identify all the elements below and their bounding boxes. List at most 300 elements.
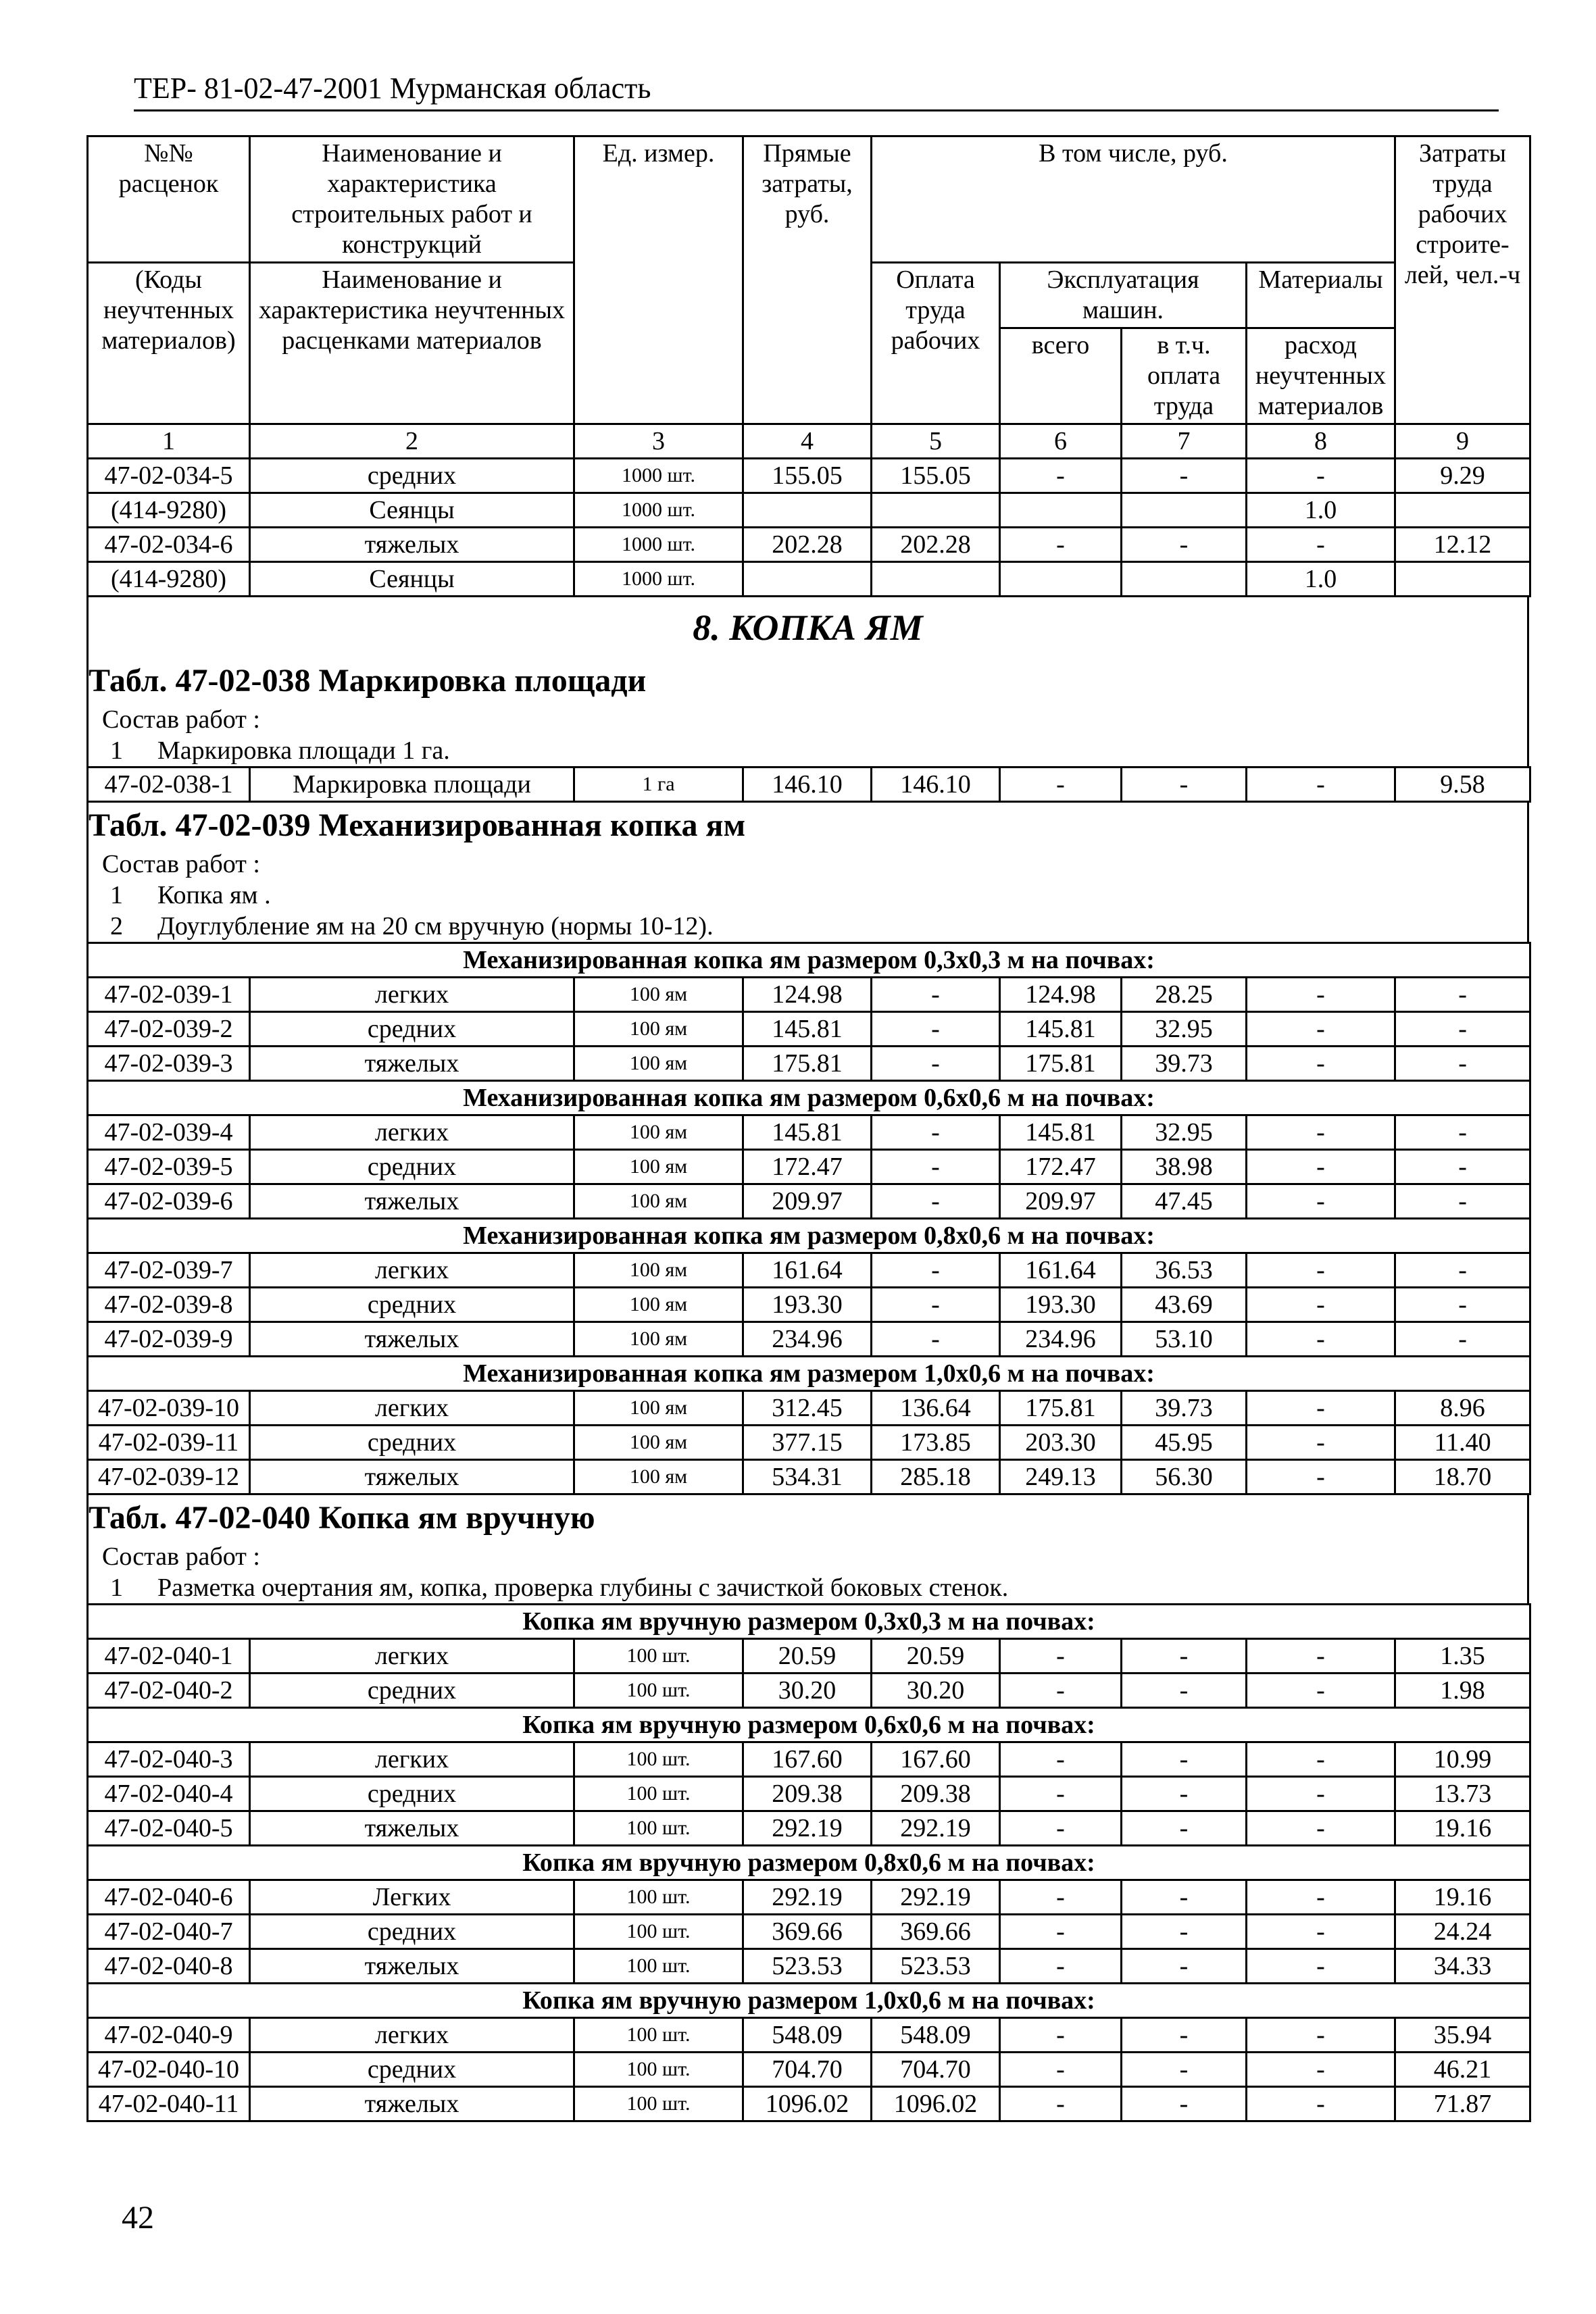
cell-wage: 209.38 — [872, 1777, 1000, 1811]
cell-incl_wage: 39.73 — [1122, 1047, 1247, 1081]
cell-mat: - — [1247, 1391, 1395, 1426]
cell-incl_wage: - — [1122, 768, 1247, 802]
table-row — [88, 2053, 1530, 2087]
cell-wage: - — [872, 1115, 1000, 1150]
column-number: 6 — [1000, 424, 1122, 459]
composition-label: Состав работ : — [102, 1542, 260, 1571]
cell-mat: - — [1247, 1253, 1395, 1288]
cell-unit: 100 шт. — [574, 1742, 743, 1777]
cell-direct: 234.96 — [743, 1322, 872, 1357]
cell-name: тяжелых — [250, 1184, 574, 1219]
cell-direct: 704.70 — [743, 2053, 872, 2087]
column-numbers-row — [88, 424, 1530, 459]
cell-total: - — [1000, 1742, 1122, 1777]
cell-code: 47-02-040-10 — [88, 2053, 250, 2087]
header-material-use: расход неучтенных материалов — [1247, 328, 1395, 424]
cell-wage: 173.85 — [872, 1426, 1000, 1460]
cell-labor: 10.99 — [1395, 1742, 1530, 1777]
header-materials: Материалы — [1247, 263, 1395, 328]
cell-total — [1000, 562, 1122, 597]
cell-code: 47-02-039-8 — [88, 1288, 250, 1322]
cell-incl_wage: 45.95 — [1122, 1426, 1247, 1460]
cell-wage: 704.70 — [872, 2053, 1000, 2087]
cell-mat: - — [1247, 1915, 1395, 1949]
work-item — [95, 880, 1520, 911]
composition-block — [86, 849, 1529, 942]
cell-code: 47-02-039-5 — [88, 1150, 250, 1184]
cell-total: - — [1000, 459, 1122, 493]
cell-direct — [743, 493, 872, 528]
cell-wage: - — [872, 1047, 1000, 1081]
cell-name: тяжелых — [250, 1949, 574, 1984]
table-title-block — [86, 658, 1529, 704]
cell-unit: 1000 шт. — [574, 493, 743, 528]
header-direct-costs: Прямые затраты, руб. — [743, 136, 872, 424]
table-title: Табл. 47-02-038 Маркировка площади — [89, 663, 647, 699]
rates-document — [86, 135, 1529, 2122]
work-item — [95, 911, 1520, 942]
cell-total: 209.97 — [1000, 1184, 1122, 1219]
cell-name: тяжелых — [250, 1047, 574, 1081]
cell-total: - — [1000, 1949, 1122, 1984]
cell-wage: 548.09 — [872, 2018, 1000, 2053]
group-subtitle: Механизированная копка ям размером 0,3х0,3 м на почвах: — [88, 943, 1530, 978]
cell-incl_wage: 56.30 — [1122, 1460, 1247, 1494]
cell-direct: 146.10 — [743, 768, 872, 802]
header-code: №№ расценок — [88, 136, 250, 263]
cell-labor: - — [1395, 1288, 1530, 1322]
cell-wage: 1096.02 — [872, 2087, 1000, 2121]
cell-incl_wage: 32.95 — [1122, 1012, 1247, 1047]
cell-total: 124.98 — [1000, 978, 1122, 1012]
cell-code: 47-02-040-3 — [88, 1742, 250, 1777]
cell-mat: - — [1247, 1012, 1395, 1047]
group-subtitle: Копка ям вручную размером 0,6х0,6 м на почвах: — [88, 1708, 1530, 1742]
cell-mat: - — [1247, 1742, 1395, 1777]
cell-wage: 136.64 — [872, 1391, 1000, 1426]
cell-wage: 167.60 — [872, 1742, 1000, 1777]
cell-unit: 100 шт. — [574, 1639, 743, 1674]
cell-direct: 369.66 — [743, 1915, 872, 1949]
cell-total: - — [1000, 528, 1122, 562]
table-row — [88, 1674, 1530, 1708]
cell-name: Сеянцы — [250, 493, 574, 528]
cell-code: 47-02-040-2 — [88, 1674, 250, 1708]
cell-incl_wage — [1122, 493, 1247, 528]
cell-unit: 1 га — [574, 768, 743, 802]
cell-name: легких — [250, 2018, 574, 2053]
header-material-names: Наименование и характеристика неучтенных расценками материалов — [250, 263, 574, 424]
work-text: Маркировка площади 1 га. — [157, 736, 450, 765]
cell-mat: - — [1247, 1949, 1395, 1984]
work-text: Разметка очертания ям, копка, проверка глубины с зачисткой боковых стенок. — [157, 1574, 1009, 1602]
cell-code: 47-02-040-9 — [88, 2018, 250, 2053]
group-subtitle: Механизированная копка ям размером 1,0х0,6 м на почвах: — [88, 1357, 1530, 1391]
table-row — [88, 1460, 1530, 1494]
cell-incl_wage: - — [1122, 1639, 1247, 1674]
cell-labor: - — [1395, 1184, 1530, 1219]
table-row — [88, 768, 1530, 802]
cell-code: 47-02-039-1 — [88, 978, 250, 1012]
cell-code: 47-02-040-4 — [88, 1777, 250, 1811]
cell-code: 47-02-039-2 — [88, 1012, 250, 1047]
cell-unit: 100 ям — [574, 1391, 743, 1426]
cell-incl_wage: - — [1122, 1777, 1247, 1811]
header-labor-costs: Затраты труда рабочих строите-лей, чел.-ч — [1395, 136, 1530, 424]
header-total: всего — [1000, 328, 1122, 424]
page-number: 42 — [122, 2200, 154, 2236]
table-row — [88, 1949, 1530, 1984]
cell-name: средних — [250, 1777, 574, 1811]
cell-total — [1000, 493, 1122, 528]
cell-labor: 46.21 — [1395, 2053, 1530, 2087]
table-47-02-040 — [86, 1603, 1531, 2122]
column-number: 1 — [88, 424, 250, 459]
composition-label: Состав работ : — [102, 850, 260, 878]
cell-labor: 1.98 — [1395, 1674, 1530, 1708]
cell-labor: 34.33 — [1395, 1949, 1530, 1984]
cell-direct: 145.81 — [743, 1115, 872, 1150]
cell-code: 47-02-038-1 — [88, 768, 250, 802]
cell-name: легких — [250, 1391, 574, 1426]
cell-mat: - — [1247, 1460, 1395, 1494]
cell-wage: - — [872, 1150, 1000, 1184]
table-row — [88, 1115, 1530, 1150]
header-including: В том числе, руб. — [872, 136, 1395, 263]
header-name: Наименование и характеристика строительных работ и конструкций — [250, 136, 574, 263]
cell-direct: 523.53 — [743, 1949, 872, 1984]
composition-label: Состав работ : — [102, 705, 260, 734]
cell-mat: - — [1247, 528, 1395, 562]
cell-name: Легких — [250, 1880, 574, 1915]
section-title: 8. КОПКА ЯМ — [693, 607, 923, 648]
cell-name: средних — [250, 1674, 574, 1708]
cell-direct: 155.05 — [743, 459, 872, 493]
cell-incl_wage: - — [1122, 2087, 1247, 2121]
cell-incl_wage: 32.95 — [1122, 1115, 1247, 1150]
table-row — [88, 1012, 1530, 1047]
cell-incl_wage: 43.69 — [1122, 1288, 1247, 1322]
table-row — [88, 528, 1530, 562]
cell-unit: 100 шт. — [574, 1949, 743, 1984]
cell-mat: - — [1247, 1115, 1395, 1150]
cell-code: 47-02-040-1 — [88, 1639, 250, 1674]
cell-total: 175.81 — [1000, 1047, 1122, 1081]
group-subtitle-row — [88, 943, 1530, 978]
cell-code: 47-02-034-5 — [88, 459, 250, 493]
cell-name: средних — [250, 1150, 574, 1184]
cell-mat: - — [1247, 459, 1395, 493]
cell-code: 47-02-039-9 — [88, 1322, 250, 1357]
cell-code: 47-02-039-6 — [88, 1184, 250, 1219]
cell-incl_wage: - — [1122, 2053, 1247, 2087]
cell-direct: 312.45 — [743, 1391, 872, 1426]
cell-mat: - — [1247, 768, 1395, 802]
cell-code: 47-02-039-7 — [88, 1253, 250, 1288]
cell-direct: 30.20 — [743, 1674, 872, 1708]
column-number: 7 — [1122, 424, 1247, 459]
cell-wage — [872, 562, 1000, 597]
cell-code: (414-9280) — [88, 493, 250, 528]
cell-total: - — [1000, 2087, 1122, 2121]
cell-name: легких — [250, 1115, 574, 1150]
table-row — [88, 2087, 1530, 2121]
group-subtitle-row — [88, 1605, 1530, 1639]
cell-name: легких — [250, 1639, 574, 1674]
cell-mat: 1.0 — [1247, 562, 1395, 597]
work-item — [95, 1572, 1520, 1603]
cell-direct: 292.19 — [743, 1811, 872, 1846]
cell-total: 145.81 — [1000, 1012, 1122, 1047]
cell-mat: - — [1247, 1184, 1395, 1219]
cell-incl_wage: - — [1122, 459, 1247, 493]
cell-incl_wage: 47.45 — [1122, 1184, 1247, 1219]
cell-labor: 9.29 — [1395, 459, 1530, 493]
table-row — [88, 459, 1530, 493]
cell-wage — [872, 493, 1000, 528]
cell-total: 175.81 — [1000, 1391, 1122, 1426]
cell-direct: 175.81 — [743, 1047, 872, 1081]
cell-labor: 19.16 — [1395, 1811, 1530, 1846]
cell-wage: - — [872, 978, 1000, 1012]
cell-total: 234.96 — [1000, 1322, 1122, 1357]
cell-unit: 100 шт. — [574, 1811, 743, 1846]
cell-incl_wage — [1122, 562, 1247, 597]
table-row — [88, 1777, 1530, 1811]
cell-labor: - — [1395, 978, 1530, 1012]
cell-direct: 193.30 — [743, 1288, 872, 1322]
cell-unit: 100 ям — [574, 978, 743, 1012]
cell-code: 47-02-039-11 — [88, 1426, 250, 1460]
cell-direct: 124.98 — [743, 978, 872, 1012]
cell-mat: - — [1247, 1322, 1395, 1357]
cell-labor: - — [1395, 1115, 1530, 1150]
work-text: Доуглубление ям на 20 см вручную (нормы 10-12). — [157, 912, 714, 940]
cell-name: Маркировка площади — [250, 768, 574, 802]
table-row — [88, 1742, 1530, 1777]
cell-total: - — [1000, 1777, 1122, 1811]
cell-unit: 100 ям — [574, 1426, 743, 1460]
cell-labor: 12.12 — [1395, 528, 1530, 562]
cell-name: тяжелых — [250, 1322, 574, 1357]
cell-unit: 1000 шт. — [574, 528, 743, 562]
cell-unit: 100 шт. — [574, 1915, 743, 1949]
cell-wage: 292.19 — [872, 1811, 1000, 1846]
cell-incl_wage: 28.25 — [1122, 978, 1247, 1012]
cell-mat: - — [1247, 978, 1395, 1012]
cell-incl_wage: - — [1122, 2018, 1247, 2053]
work-number: 1 — [110, 881, 123, 909]
cell-mat: 1.0 — [1247, 493, 1395, 528]
cell-unit: 100 ям — [574, 1253, 743, 1288]
cell-unit: 100 ям — [574, 1322, 743, 1357]
cell-name: тяжелых — [250, 1811, 574, 1846]
column-number: 5 — [872, 424, 1000, 459]
cell-code: 47-02-034-6 — [88, 528, 250, 562]
cell-direct: 172.47 — [743, 1150, 872, 1184]
cell-unit: 100 шт. — [574, 2087, 743, 2121]
work-item — [95, 735, 1520, 766]
cell-name: Сеянцы — [250, 562, 574, 597]
table-47-02-038 — [86, 766, 1531, 803]
cell-mat: - — [1247, 2053, 1395, 2087]
cell-wage: 30.20 — [872, 1674, 1000, 1708]
cell-labor: - — [1395, 1253, 1530, 1288]
cell-mat: - — [1247, 1639, 1395, 1674]
cell-mat: - — [1247, 1674, 1395, 1708]
cell-unit: 100 ям — [574, 1150, 743, 1184]
cell-incl_wage: 38.98 — [1122, 1150, 1247, 1184]
composition-block — [86, 704, 1529, 766]
cell-direct: 209.38 — [743, 1777, 872, 1811]
cell-name: средних — [250, 1426, 574, 1460]
cell-wage: - — [872, 1322, 1000, 1357]
cell-labor: - — [1395, 1322, 1530, 1357]
header-unit: Ед. измер. — [574, 136, 743, 424]
cell-labor: - — [1395, 1047, 1530, 1081]
table-row — [88, 493, 1530, 528]
cell-incl_wage: - — [1122, 1915, 1247, 1949]
cell-direct — [743, 562, 872, 597]
cell-code: 47-02-040-6 — [88, 1880, 250, 1915]
column-number: 2 — [250, 424, 574, 459]
column-number: 3 — [574, 424, 743, 459]
group-subtitle-row — [88, 1219, 1530, 1253]
cell-mat: - — [1247, 1777, 1395, 1811]
cell-code: 47-02-039-10 — [88, 1391, 250, 1426]
cell-labor — [1395, 562, 1530, 597]
cell-labor: - — [1395, 1150, 1530, 1184]
group-subtitle: Копка ям вручную размером 0,8х0,6 м на почвах: — [88, 1846, 1530, 1880]
table-row — [88, 1639, 1530, 1674]
header-wage: Оплата труда рабочих — [872, 263, 1000, 424]
cell-total: 193.30 — [1000, 1288, 1122, 1322]
cell-name: средних — [250, 1288, 574, 1322]
cell-labor: 35.94 — [1395, 2018, 1530, 2053]
cell-direct: 209.97 — [743, 1184, 872, 1219]
column-number: 8 — [1247, 424, 1395, 459]
column-number: 9 — [1395, 424, 1530, 459]
cell-code: 47-02-039-4 — [88, 1115, 250, 1150]
cell-direct: 548.09 — [743, 2018, 872, 2053]
cell-incl_wage: - — [1122, 1742, 1247, 1777]
cell-wage: 202.28 — [872, 528, 1000, 562]
cell-unit: 100 ям — [574, 1047, 743, 1081]
cell-name: средних — [250, 459, 574, 493]
work-number: 2 — [110, 912, 123, 940]
table-title-block — [86, 803, 1529, 849]
cell-direct: 167.60 — [743, 1742, 872, 1777]
cell-name: средних — [250, 2053, 574, 2087]
cell-code: 47-02-039-12 — [88, 1460, 250, 1494]
table-title: Табл. 47-02-039 Механизированная копка ям — [89, 807, 746, 843]
cell-unit: 100 шт. — [574, 2053, 743, 2087]
cell-wage: 146.10 — [872, 768, 1000, 802]
group-subtitle: Копка ям вручную размером 1,0х0,6 м на почвах: — [88, 1984, 1530, 2018]
cell-incl_wage: - — [1122, 1949, 1247, 1984]
cell-mat: - — [1247, 1811, 1395, 1846]
rates-table-header — [86, 135, 1531, 597]
cell-labor: 1.35 — [1395, 1639, 1530, 1674]
cell-incl_wage: - — [1122, 1811, 1247, 1846]
cell-name: легких — [250, 1253, 574, 1288]
cell-unit: 1000 шт. — [574, 562, 743, 597]
cell-code: (414-9280) — [88, 562, 250, 597]
cell-code: 47-02-040-11 — [88, 2087, 250, 2121]
cell-incl_wage: - — [1122, 1880, 1247, 1915]
header-incl-wage: в т.ч. оплата труда — [1122, 328, 1247, 424]
table-title-block — [86, 1495, 1529, 1541]
cell-name: тяжелых — [250, 2087, 574, 2121]
cell-labor: 24.24 — [1395, 1915, 1530, 1949]
cell-wage: - — [872, 1012, 1000, 1047]
cell-incl_wage: - — [1122, 528, 1247, 562]
group-subtitle: Механизированная копка ям размером 0,8х0,6 м на почвах: — [88, 1219, 1530, 1253]
work-number: 1 — [110, 736, 123, 765]
cell-wage: - — [872, 1184, 1000, 1219]
cell-direct: 292.19 — [743, 1880, 872, 1915]
cell-mat: - — [1247, 2018, 1395, 2053]
cell-incl_wage: 36.53 — [1122, 1253, 1247, 1288]
cell-direct: 1096.02 — [743, 2087, 872, 2121]
group-subtitle-row — [88, 1984, 1530, 2018]
cell-labor: - — [1395, 1012, 1530, 1047]
table-row — [88, 1880, 1530, 1915]
table-row — [88, 1047, 1530, 1081]
cell-total: - — [1000, 1880, 1122, 1915]
cell-labor: 18.70 — [1395, 1460, 1530, 1494]
group-subtitle-row — [88, 1708, 1530, 1742]
group-subtitle-row — [88, 1357, 1530, 1391]
page-header: ТЕР- 81-02-47-2001 Мурманская область — [134, 68, 1499, 111]
cell-wage: 292.19 — [872, 1880, 1000, 1915]
cell-total: 172.47 — [1000, 1150, 1122, 1184]
group-subtitle: Копка ям вручную размером 0,3х0,3 м на почвах: — [88, 1605, 1530, 1639]
cell-unit: 100 ям — [574, 1115, 743, 1150]
cell-name: средних — [250, 1915, 574, 1949]
cell-mat: - — [1247, 1426, 1395, 1460]
table-row — [88, 1150, 1530, 1184]
cell-direct: 161.64 — [743, 1253, 872, 1288]
composition-block — [86, 1541, 1529, 1603]
group-subtitle-row — [88, 1081, 1530, 1115]
cell-labor — [1395, 493, 1530, 528]
cell-total: 203.30 — [1000, 1426, 1122, 1460]
column-number: 4 — [743, 424, 872, 459]
cell-direct: 377.15 — [743, 1426, 872, 1460]
section-title-block — [86, 597, 1529, 658]
cell-direct: 20.59 — [743, 1639, 872, 1674]
cell-wage: 285.18 — [872, 1460, 1000, 1494]
cell-mat: - — [1247, 1880, 1395, 1915]
cell-mat: - — [1247, 1288, 1395, 1322]
cell-direct: 145.81 — [743, 1012, 872, 1047]
cell-code: 47-02-040-5 — [88, 1811, 250, 1846]
cell-unit: 1000 шт. — [574, 459, 743, 493]
cell-labor: 71.87 — [1395, 2087, 1530, 2121]
cell-code: 47-02-040-7 — [88, 1915, 250, 1949]
cell-name: легких — [250, 1742, 574, 1777]
cell-total: 161.64 — [1000, 1253, 1122, 1288]
cell-mat: - — [1247, 1047, 1395, 1081]
cell-name: тяжелых — [250, 1460, 574, 1494]
table-47-02-039 — [86, 942, 1531, 1495]
cell-incl_wage: 53.10 — [1122, 1322, 1247, 1357]
cell-incl_wage: 39.73 — [1122, 1391, 1247, 1426]
cell-unit: 100 шт. — [574, 2018, 743, 2053]
cell-wage: 369.66 — [872, 1915, 1000, 1949]
table-row — [88, 2018, 1530, 2053]
